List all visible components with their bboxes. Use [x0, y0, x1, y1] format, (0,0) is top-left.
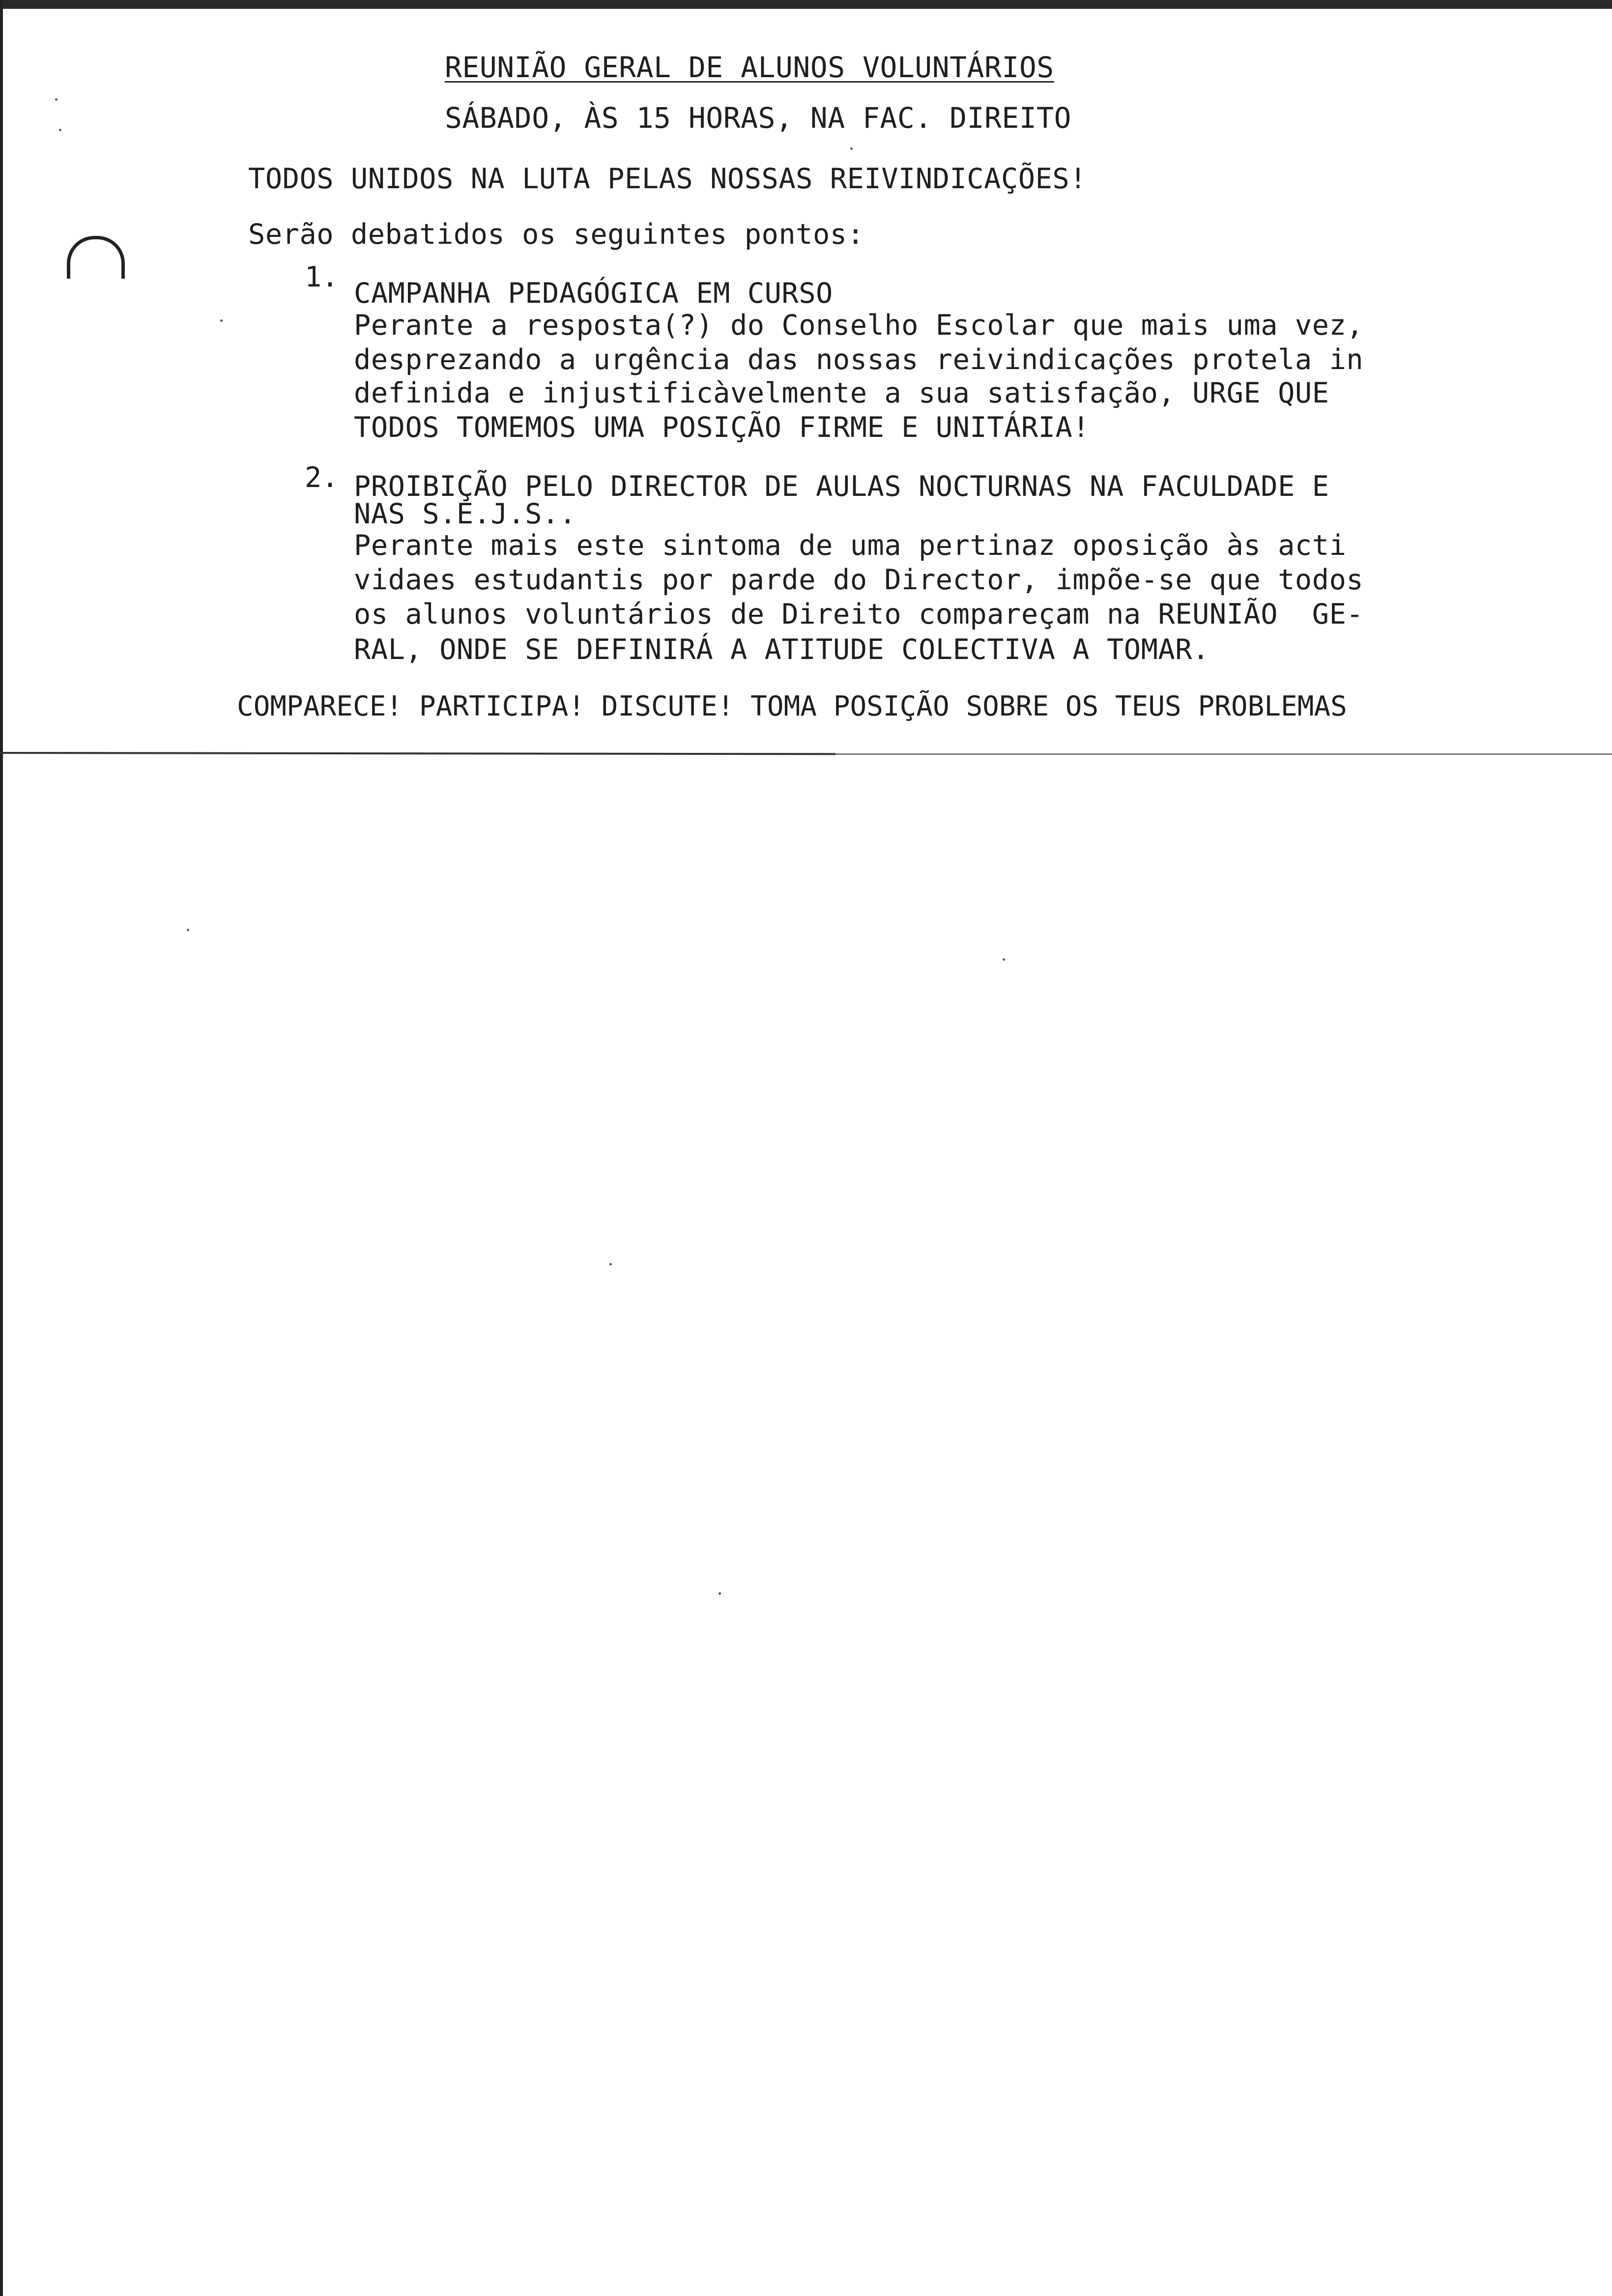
speck [59, 129, 61, 131]
cut-line [0, 752, 835, 755]
speck [55, 98, 58, 101]
speck [220, 319, 223, 322]
item-body-line: Perante a resposta(?) do Conselho Escolar que mais uma vez, [354, 309, 1364, 342]
item-body-line: desprezando a urgência das nossas reivindicações protela in [354, 344, 1364, 376]
speck [719, 1592, 721, 1595]
speck [609, 1263, 612, 1265]
speck [850, 147, 853, 150]
intro-text: Serão debatidos os seguintes pontos: [248, 218, 864, 251]
scan-left-edge [0, 0, 3, 2296]
item-heading: NAS S.E.J.S.. [354, 498, 576, 530]
document-subtitle: SÁBADO, ÀS 15 HORAS, NA FAC. DIREITO [445, 101, 1072, 135]
cut-line [835, 753, 1612, 755]
item-body-line: vidaes estudantis por parde do Director, impõe-se que todos [354, 564, 1364, 596]
item-number: 2. [305, 461, 339, 494]
document-title: REUNIÃO GERAL DE ALUNOS VOLUNTÁRIOS [445, 51, 1054, 84]
item-heading: CAMPANHA PEDAGÓGICA EM CURSO [354, 277, 833, 310]
slogan: TODOS UNIDOS NA LUTA PELAS NOSSAS REIVINDICAÇÕES! [248, 163, 1087, 195]
item-body-line: RAL, ONDE SE DEFINIRÁ A ATITUDE COLECTIVA A TOMAR. [354, 633, 1209, 666]
item-heading: PROIBIÇÃO PELO DIRECTOR DE AULAS NOCTURNAS NA FACULDADE E [354, 470, 1329, 503]
closing-call: COMPARECE! PARTICIPA! DISCUTE! TOMA POSIÇÃO SOBRE OS TEUS PROBLEMAS [237, 690, 1347, 722]
speck [1003, 958, 1005, 961]
punch-hole-mark [67, 236, 125, 279]
scan-top-edge [0, 0, 1612, 9]
item-body-line: Perante mais este sintoma de uma pertinaz oposição às acti [354, 529, 1347, 562]
item-body-line: TODOS TOMEMOS UMA POSIÇÃO FIRME E UNITÁRIA! [354, 411, 1090, 444]
item-number: 1. [305, 261, 339, 293]
speck [187, 929, 189, 931]
item-body-line: os alunos voluntários de Direito compareçam na REUNIÃO GE- [354, 598, 1364, 631]
item-body-line: definida e injustificàvelmente a sua satisfação, URGE QUE [354, 377, 1329, 409]
